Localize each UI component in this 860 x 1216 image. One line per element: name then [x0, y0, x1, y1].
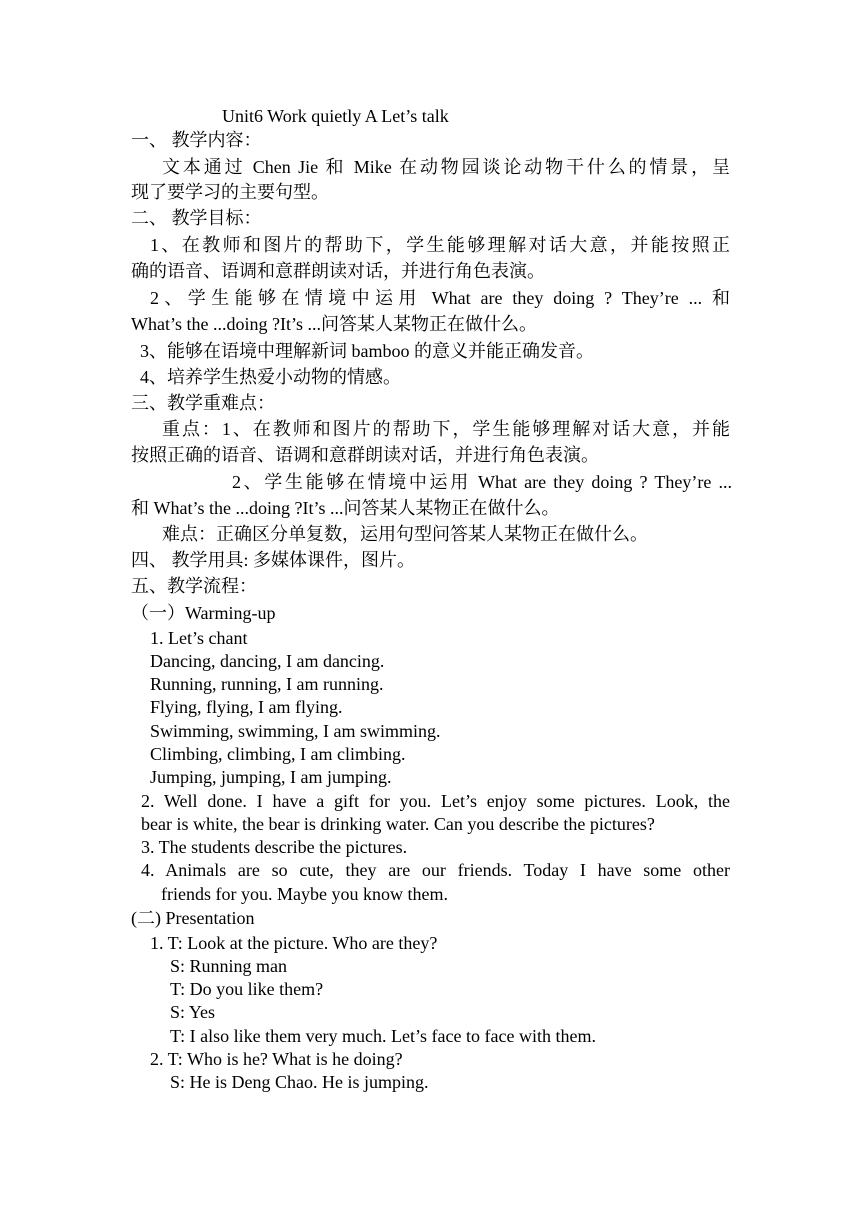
paragraph-line: 4、培养学生热爱小动物的情感。 [140, 367, 401, 387]
dialogue-line: 1. T: Look at the picture. Who are they? [150, 933, 438, 953]
dialogue-line: S: He is Deng Chao. He is jumping. [170, 1072, 429, 1092]
paragraph-line: 重点：1、在教师和图片的帮助下，学生能够理解对话大意，并能 [162, 419, 730, 439]
chant-line: Running, running, I am running. [150, 674, 384, 694]
list-item: 3. The students describe the pictures. [141, 837, 408, 857]
dialogue-line: S: Running man [170, 956, 288, 976]
paragraph-line: 和 What’s the ...doing ?It’s ...问答某人某物正在做什么。 [131, 498, 560, 518]
section-heading: 四、 教学用具: 多媒体课件，图片。 [131, 550, 415, 570]
list-item: 2. Well done. I have a gift for you. Let’s enjoy some pictures. Look, the [141, 791, 730, 811]
dialogue-line: T: I also like them very much. Let’s face to face with them. [170, 1026, 596, 1046]
dialogue-line: 2. T: Who is he? What is he doing? [150, 1049, 403, 1069]
list-item: friends for you. Maybe you know them. [161, 884, 448, 904]
section-heading: 一、 教学内容： [131, 130, 262, 150]
paragraph-line: 难点：正确区分单复数，运用句型问答某人某物正在做什么。 [162, 524, 648, 544]
list-item: 1. Let’s chant [150, 628, 248, 648]
list-item: bear is white, the bear is drinking water. Can you describe the pictures? [141, 814, 655, 834]
section-heading: 五、教学流程： [131, 576, 257, 596]
section-heading: 二、 教学目标： [131, 208, 262, 228]
chant-line: Swimming, swimming, I am swimming. [150, 721, 441, 741]
subsection-heading: (二) Presentation [131, 908, 255, 928]
paragraph-line: 现了要学习的主要句型。 [131, 182, 329, 202]
paragraph-line: 1、在教师和图片的帮助下，学生能够理解对话大意，并能按照正 [150, 235, 730, 255]
dialogue-line: S: Yes [170, 1002, 216, 1022]
paragraph-line: 文本通过 Chen Jie 和 Mike 在动物园谈论动物干什么的情景，呈 [162, 157, 730, 177]
paragraph-line: 2、学生能够在情境中运用 What are they doing ? They’re ... [232, 472, 732, 492]
chant-line: Climbing, climbing, I am climbing. [150, 744, 406, 764]
list-item: 4. Animals are so cute, they are our friends. Today I have some other [141, 860, 730, 880]
paragraph-line: 2、学生能够在情境中运用 What are they doing ? They’re ... 和 [150, 288, 730, 308]
chant-line: Flying, flying, I am flying. [150, 697, 343, 717]
section-heading: 三、教学重难点： [131, 393, 275, 413]
paragraph-line: 3、能够在语境中理解新词 bamboo 的意义并能正确发音。 [140, 341, 594, 361]
chant-line: Dancing, dancing, I am dancing. [150, 651, 385, 671]
paragraph-line: 确的语音、语调和意群朗读对话，并进行角色表演。 [131, 261, 545, 281]
dialogue-line: T: Do you like them? [170, 979, 324, 999]
chant-line: Jumping, jumping, I am jumping. [150, 767, 392, 787]
paragraph-line: 按照正确的语音、语调和意群朗读对话，并进行角色表演。 [131, 445, 599, 465]
paragraph-line: What’s the ...doing ?It’s ...问答某人某物正在做什么。 [131, 314, 537, 334]
page-title: Unit6 Work quietly A Let’s talk [222, 106, 449, 126]
subsection-heading: （一）Warming-up [131, 603, 276, 623]
